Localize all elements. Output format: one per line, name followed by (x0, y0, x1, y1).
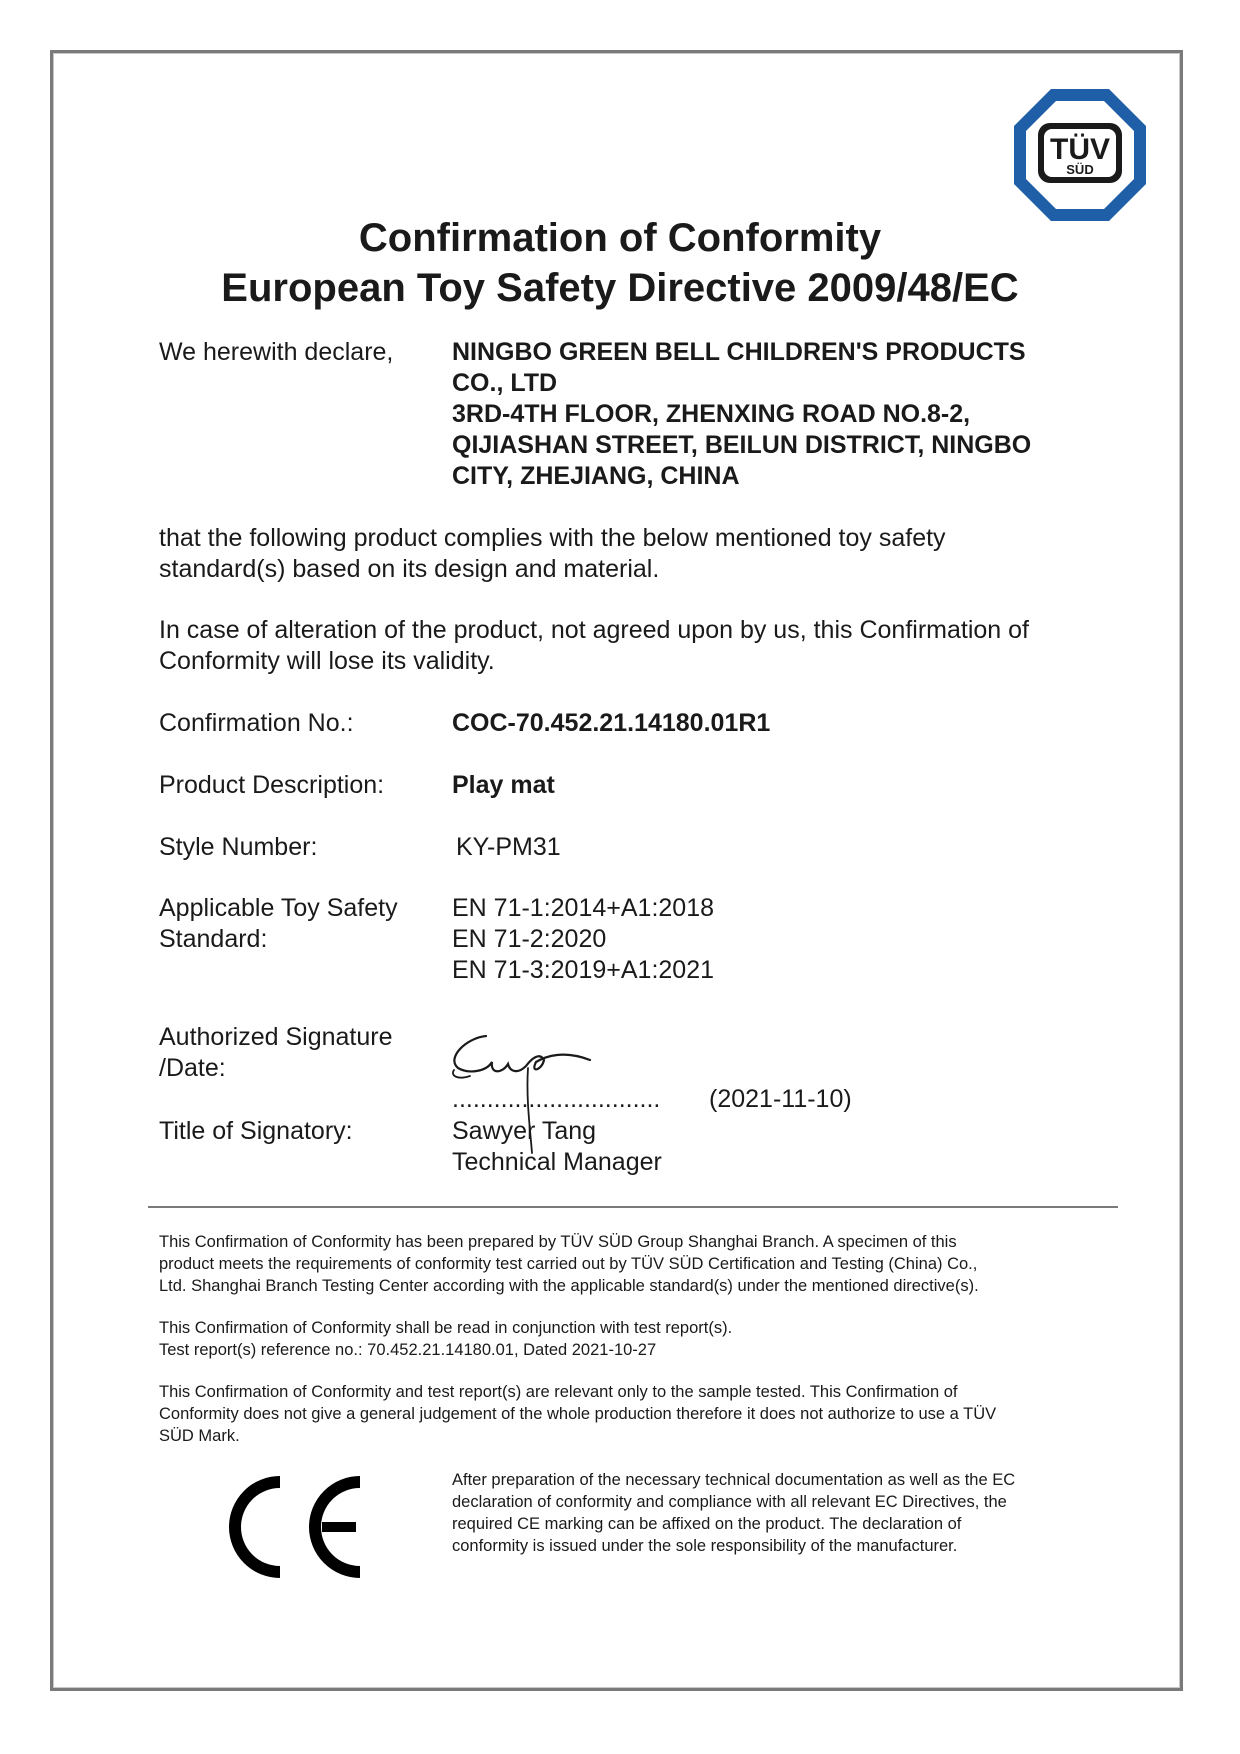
logo-text-sud: SÜD (1066, 162, 1094, 177)
ce-note (452, 1469, 1103, 1557)
standard-value: EN 71-2:2020 (452, 925, 607, 953)
footer-line: Test report(s) reference no.: 70.452.21.14180.01, Dated 2021-10-27 (159, 1341, 657, 1359)
ce-note-line: required CE marking can be affixed on the product. The declaration of (452, 1515, 962, 1533)
company-line: 3RD-4TH FLOOR, ZHENXING ROAD NO.8-2, (452, 400, 971, 428)
ce-note-line: conformity is issued under the sole responsibility of the manufacturer. (452, 1537, 958, 1555)
footer-line: product meets the requirements of conformity test carried out by TÜV SÜD Certification and Testing (China) Co., (159, 1255, 978, 1273)
footer-line: Conformity does not give a general judgement of the whole production therefore it does not authorize to use a TÜV (159, 1405, 997, 1423)
footer-line: SÜD Mark. (159, 1427, 240, 1445)
company-line: CITY, ZHEJIANG, CHINA (452, 462, 740, 490)
footer-line: This Confirmation of Conformity and test report(s) are relevant only to the sample tested. This Confirmation of (159, 1383, 958, 1401)
standard-label: Applicable Toy Safety (159, 894, 398, 922)
signature-label: Authorized Signature (159, 1023, 393, 1051)
footer-note-3 (159, 1381, 1103, 1447)
standard-value: EN 71-1:2014+A1:2018 (452, 894, 715, 922)
document-subtitle: European Toy Safety Directive 2009/48/EC (221, 266, 1019, 310)
signature-line: .............................. (452, 1085, 661, 1113)
tuv-sud-logo (1010, 85, 1150, 225)
product-description-label: Product Description: (159, 771, 385, 799)
logo-text-tuv: TÜV (1050, 133, 1110, 166)
footer-note-2 (159, 1317, 1103, 1361)
ce-mark (220, 1472, 370, 1582)
standard-label: Standard: (159, 925, 268, 953)
style-number-label: Style Number: (159, 833, 318, 861)
company-line: NINGBO GREEN BELL CHILDREN'S PRODUCTS (452, 338, 1026, 366)
standard-value: EN 71-3:2019+A1:2021 (452, 956, 715, 984)
confirmation-no-label: Confirmation No.: (159, 709, 354, 737)
signatory-name: Sawyer Tang (452, 1117, 597, 1145)
signature-date: (2021-11-10) (709, 1085, 852, 1113)
document-title: Confirmation of Conformity (358, 216, 882, 260)
footer-line: This Confirmation of Conformity shall be read in conjunction with test report(s). (159, 1319, 733, 1337)
footer-line: Ltd. Shanghai Branch Testing Center according with the applicable standard(s) under the mentioned directive(s). (159, 1277, 979, 1295)
ce-note-line: After preparation of the necessary technical documentation as well as the EC (452, 1471, 1016, 1489)
compliance-paragraph-line: standard(s) based on its design and material. (159, 555, 660, 583)
signatory-label: Title of Signatory: (159, 1117, 353, 1145)
confirmation-no-value: COC-70.452.21.14180.01R1 (452, 709, 771, 737)
ce-note-line: declaration of conformity and compliance with all relevant EC Directives, the (452, 1493, 1007, 1511)
divider (148, 1206, 1118, 1208)
company-line: CO., LTD (452, 369, 558, 397)
footer-note-1 (159, 1231, 1103, 1297)
alteration-paragraph-line: Conformity will lose its validity. (159, 647, 495, 675)
alteration-paragraph-line: In case of alteration of the product, not agreed upon by us, this Confirmation of (159, 616, 1029, 644)
company-line: QIJIASHAN STREET, BEILUN DISTRICT, NINGBO (452, 431, 1032, 459)
declare-label: We herewith declare, (159, 338, 394, 366)
signatory-title: Technical Manager (452, 1148, 662, 1176)
company-block (452, 337, 1031, 492)
product-description-value: Play mat (452, 771, 555, 799)
style-number-value: KY-PM31 (456, 833, 561, 861)
footer-line: This Confirmation of Conformity has been prepared by TÜV SÜD Group Shanghai Branch. A specimen of this (159, 1233, 957, 1251)
signature-label: /Date: (159, 1054, 226, 1082)
compliance-paragraph-line: that the following product complies with the below mentioned toy safety (159, 524, 946, 552)
